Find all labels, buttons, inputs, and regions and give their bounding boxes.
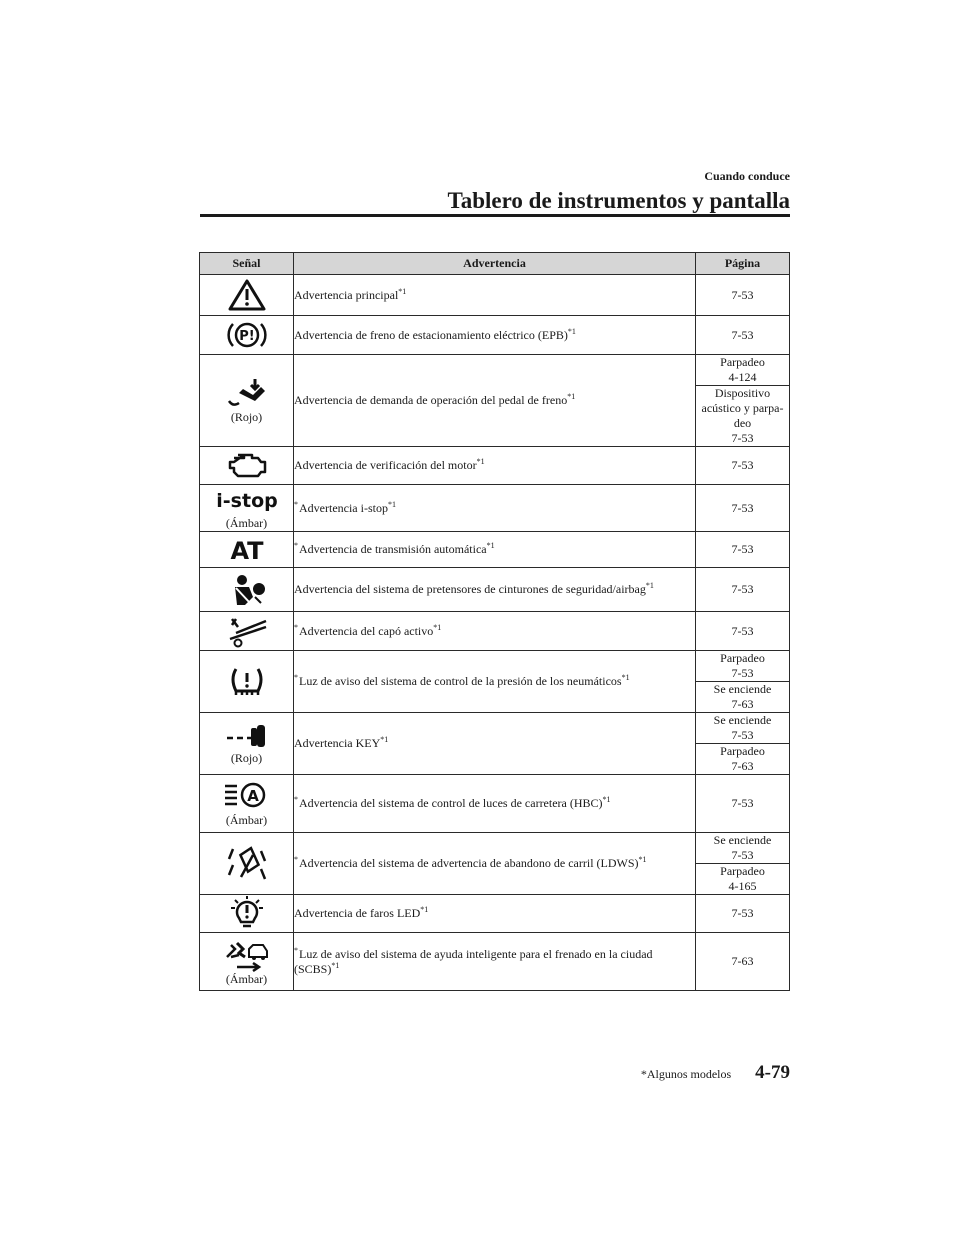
signal-color-caption: (Ámbar) xyxy=(225,971,268,986)
warning-description-cell xyxy=(294,532,696,568)
warning-description-cell xyxy=(294,275,696,316)
scbs-icon xyxy=(200,937,293,971)
header-rule xyxy=(200,214,790,217)
page-header xyxy=(200,168,790,216)
page-reference: 7-53 xyxy=(696,316,790,355)
signal-cell xyxy=(200,532,294,568)
table-row xyxy=(200,355,790,386)
signal-cell xyxy=(200,485,294,532)
some-models-marker: * xyxy=(294,541,298,550)
warning-description-cell xyxy=(294,833,696,895)
warning-text: Advertencia KEY xyxy=(294,736,381,750)
key-warning-icon xyxy=(200,722,293,750)
master-warning-icon xyxy=(200,278,293,312)
svg-text:A: A xyxy=(246,786,259,805)
page-reference: 7-53 xyxy=(696,895,790,933)
some-models-marker: * xyxy=(294,499,298,509)
column-header-signal: Señal xyxy=(200,253,294,275)
warning-text: Advertencia i-stop xyxy=(299,500,388,515)
table-row xyxy=(200,651,790,682)
page-reference: 7-53 xyxy=(696,568,790,612)
footnote-reference: *1 xyxy=(567,326,576,336)
table-row xyxy=(200,532,790,568)
signal-color-caption: (Ámbar) xyxy=(225,812,268,827)
warning-text: Advertencia de verificación del motor xyxy=(294,458,477,472)
page-reference: 7-53 xyxy=(696,612,790,651)
page-title: Tablero de instrumentos y pantalla xyxy=(447,188,790,213)
check-engine-icon xyxy=(200,450,293,482)
table-row xyxy=(200,713,790,744)
footnote: *Algunos modelos xyxy=(640,1067,732,1081)
column-header-page: Página xyxy=(696,253,790,275)
signal-cell xyxy=(200,275,294,316)
signal-color-caption: (Rojo) xyxy=(230,750,263,765)
signal-color-caption: (Rojo) xyxy=(230,409,263,424)
warning-description-cell xyxy=(294,447,696,485)
table-row xyxy=(200,775,790,833)
tire-pressure-icon xyxy=(200,665,293,699)
signal-cell xyxy=(200,895,294,933)
some-models-marker: * xyxy=(294,622,298,632)
warning-text: Advertencia de transmisión automática xyxy=(299,542,487,556)
table-row xyxy=(200,275,790,316)
signal-cell xyxy=(200,355,294,447)
epb-warning-icon xyxy=(200,318,293,352)
section-name: Cuando conduce xyxy=(704,169,790,183)
warning-description-cell xyxy=(294,651,696,713)
signal-cell xyxy=(200,612,294,651)
signal-cell xyxy=(200,568,294,612)
warning-text: Advertencia del capó activo xyxy=(299,623,434,638)
led-headlight-icon xyxy=(200,896,293,932)
signal-cell xyxy=(200,933,294,991)
warning-description-cell xyxy=(294,568,696,612)
page-reference: 7-53 xyxy=(696,485,790,532)
svg-text:AT: AT xyxy=(229,536,264,565)
footnote-reference: *1 xyxy=(476,457,485,466)
page-reference: Se enciende 7-63 xyxy=(696,682,790,713)
signal-color-caption: (Ámbar) xyxy=(225,516,268,530)
warning-text: Advertencia de freno de estacionamiento eléctrico (EPB) xyxy=(294,327,568,342)
table-header-row xyxy=(200,253,790,275)
signal-cell xyxy=(200,713,294,775)
footnote-reference: *1 xyxy=(398,286,407,296)
footnote-reference: *1 xyxy=(331,960,340,970)
footnote-reference: *1 xyxy=(380,735,389,744)
footnote-reference: *1 xyxy=(621,673,630,682)
warning-text: Advertencia del sistema de control de luces de carretera (HBC) xyxy=(299,796,603,810)
page-reference: 7-53 xyxy=(696,532,790,568)
table-row xyxy=(200,485,790,532)
footnote-reference: *1 xyxy=(420,905,429,914)
footnote-reference: *1 xyxy=(602,795,611,804)
some-models-marker: * xyxy=(294,795,298,804)
warning-text: Advertencia de demanda de operación del pedal de freno xyxy=(294,393,568,407)
page-reference: Parpadeo 4-165 xyxy=(696,864,790,895)
page-reference: Parpadeo 7-53 xyxy=(696,651,790,682)
some-models-marker: * xyxy=(294,673,298,682)
footnote-reference: *1 xyxy=(433,622,442,632)
footnote-reference: *1 xyxy=(567,392,576,401)
table-row xyxy=(200,933,790,991)
hbc-icon xyxy=(200,780,293,812)
i-stop-icon xyxy=(200,485,293,515)
page-footer xyxy=(580,1062,790,1084)
warning-description-cell xyxy=(294,355,696,447)
page-reference: Dispositivo acústico y parpa- deo 7-53 xyxy=(696,386,790,447)
page-reference: Se enciende 7-53 xyxy=(696,713,790,744)
footnote-reference: *1 xyxy=(387,499,396,509)
ldws-icon xyxy=(200,843,293,885)
page-reference: Parpadeo 7-63 xyxy=(696,744,790,775)
warning-description-cell xyxy=(294,933,696,991)
warning-description-cell xyxy=(294,895,696,933)
svg-text:i-stop: i-stop xyxy=(215,490,278,512)
footnote-reference: *1 xyxy=(645,581,654,590)
warning-description-cell xyxy=(294,612,696,651)
table-row xyxy=(200,895,790,933)
table-row xyxy=(200,316,790,355)
warning-text: Advertencia principal xyxy=(294,287,399,302)
page-reference: Parpadeo 4-124 xyxy=(696,355,790,386)
svg-text:P!: P! xyxy=(238,329,255,344)
signal-cell xyxy=(200,833,294,895)
warning-text: Advertencia del sistema de advertencia de abandono de carril (LDWS) xyxy=(299,856,639,870)
table-row xyxy=(200,833,790,864)
some-models-marker: * xyxy=(294,855,298,864)
page-reference: 7-53 xyxy=(696,775,790,833)
warning-description-cell xyxy=(294,775,696,833)
warning-text: Luz de aviso del sistema de ayuda inteligente para el frenado en la ciudad (SCBS) xyxy=(294,946,653,976)
page-number: 4-79 xyxy=(755,1062,790,1083)
warning-table xyxy=(199,252,790,991)
table-row xyxy=(200,447,790,485)
page-reference: 7-53 xyxy=(696,447,790,485)
table-row xyxy=(200,612,790,651)
table-row xyxy=(200,568,790,612)
active-bonnet-icon xyxy=(200,615,293,647)
warning-description-cell xyxy=(294,713,696,775)
warning-text: Luz de aviso del sistema de control de la presión de los neumáticos xyxy=(299,674,622,688)
page-reference: Se enciende 7-53 xyxy=(696,833,790,864)
some-models-marker: * xyxy=(294,945,298,955)
automatic-transmission-icon xyxy=(200,537,293,563)
warning-text: Advertencia del sistema de pretensores de cinturones de seguridad/airbag xyxy=(294,582,646,596)
page-reference: 7-53 xyxy=(696,275,790,316)
footnote-reference: *1 xyxy=(486,541,495,550)
brake-pedal-demand-icon xyxy=(200,377,293,409)
warning-description-cell xyxy=(294,485,696,532)
signal-cell xyxy=(200,447,294,485)
warning-text: Advertencia de faros LED xyxy=(294,906,421,920)
signal-cell xyxy=(200,651,294,713)
warning-description-cell xyxy=(294,316,696,355)
column-header-warning: Advertencia xyxy=(294,253,696,275)
signal-cell xyxy=(200,316,294,355)
signal-cell xyxy=(200,775,294,833)
footnote-reference: *1 xyxy=(638,855,647,864)
page-reference: 7-63 xyxy=(696,933,790,991)
seat-belt-airbag-icon xyxy=(200,573,293,607)
